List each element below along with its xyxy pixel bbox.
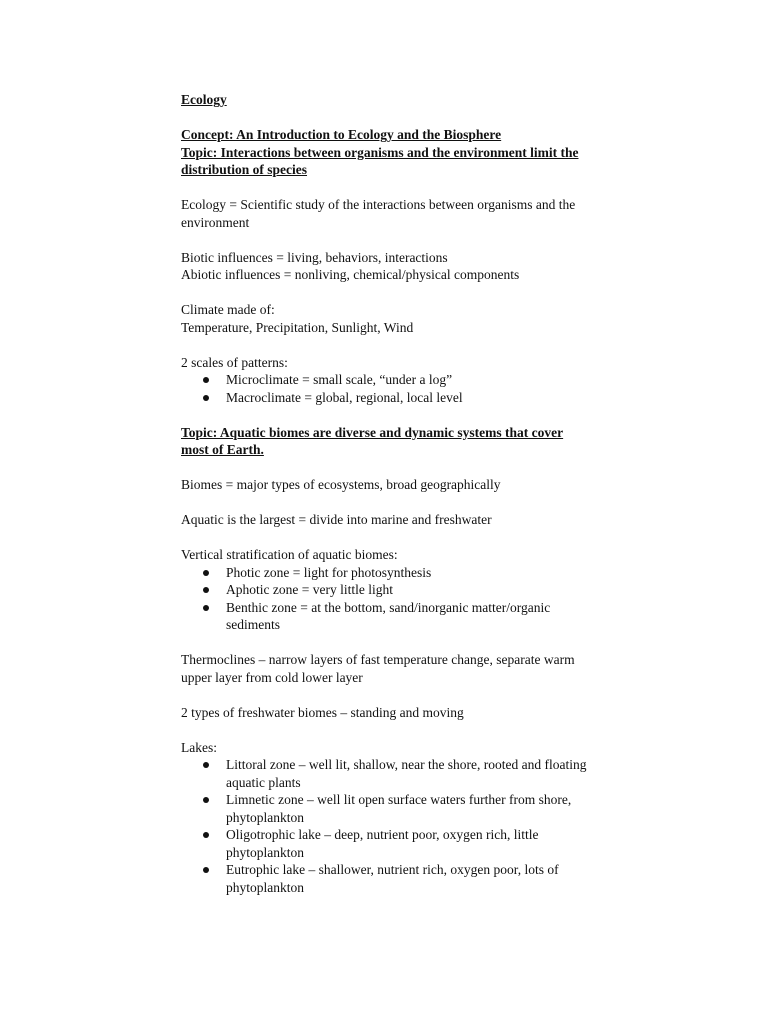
scales-list: [181, 371, 591, 406]
lakes-list: [181, 756, 591, 896]
stratification-list: [181, 564, 591, 634]
climate-items: Temperature, Precipitation, Sunlight, Wind: [181, 319, 414, 335]
list-item: Microclimate = small scale, “under a log”: [181, 371, 591, 389]
list-item: Macroclimate = global, regional, local level: [181, 389, 591, 407]
list-item: Benthic zone = at the bottom, sand/inorganic matter/organic sediments: [181, 599, 591, 634]
scales-heading: 2 scales of patterns:: [181, 354, 288, 370]
list-item: Aphotic zone = very little light: [181, 581, 591, 599]
list-item: Eutrophic lake – shallower, nutrient rich, oxygen poor, lots of phytoplankton: [181, 861, 591, 896]
bullet-icon: [203, 605, 209, 611]
biomes-definition: Biomes = major types of ecosystems, broad geographically: [181, 477, 501, 492]
bullet-icon: [203, 395, 209, 401]
biotic-definition: Biotic influences = living, behaviors, interactions: [181, 249, 448, 265]
concept-heading: Concept: An Introduction to Ecology and the Biosphere: [181, 127, 502, 142]
list-item: Limnetic zone – well lit open surface waters further from shore, phytoplankton: [181, 791, 591, 826]
thermoclines-definition: Thermoclines – narrow layers of fast temperature change, separate warm upper layer from cold lower layer: [181, 652, 575, 685]
document-title: Ecology: [181, 92, 227, 107]
aquatic-definition: Aquatic is the largest = divide into marine and freshwater: [181, 512, 492, 527]
stratification-heading: Vertical stratification of aquatic biomes:: [181, 547, 398, 562]
freshwater-definition: 2 types of freshwater biomes – standing and moving: [181, 704, 464, 720]
bullet-icon: [203, 867, 209, 873]
list-item: Littoral zone – well lit, shallow, near the shore, rooted and floating aquatic plants: [181, 756, 591, 791]
lakes-heading: Lakes:: [181, 739, 217, 755]
topic-heading-1: Topic: Interactions between organisms and the environment limit the distribution of species: [181, 144, 579, 177]
topic-heading-2: Topic: Aquatic biomes are diverse and dynamic systems that cover most of Earth.: [181, 424, 564, 457]
bullet-icon: [203, 587, 209, 593]
bullet-icon: [203, 377, 209, 383]
climate-heading: Climate made of:: [181, 302, 275, 317]
bullet-icon: [203, 832, 209, 838]
list-item: Photic zone = light for photosynthesis: [181, 564, 591, 582]
abiotic-definition: Abiotic influences = nonliving, chemical/physical components: [181, 267, 520, 282]
bullet-icon: [203, 797, 209, 803]
ecology-definition: Ecology = Scientific study of the interactions between organisms and the environment: [181, 197, 576, 230]
document-page: [181, 91, 591, 896]
bullet-icon: [203, 570, 209, 576]
list-item: Oligotrophic lake – deep, nutrient poor, oxygen rich, little phytoplankton: [181, 826, 591, 861]
bullet-icon: [203, 762, 209, 768]
